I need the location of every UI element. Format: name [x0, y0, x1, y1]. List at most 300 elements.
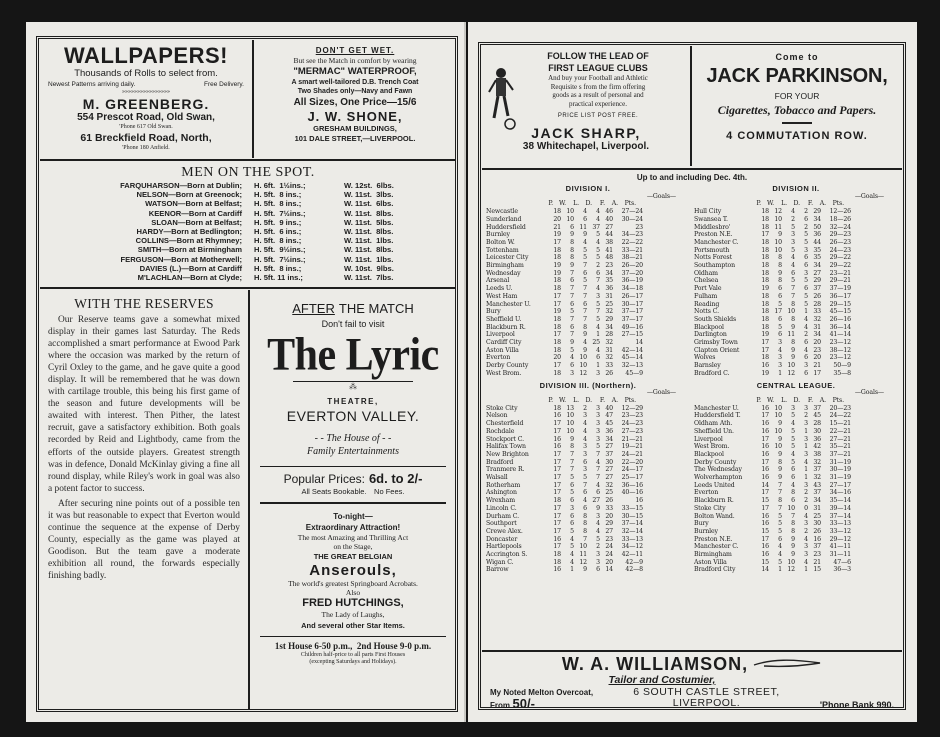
stat-cell: 3: [596, 420, 600, 428]
williamson-details: [490, 687, 894, 708]
stat-cell: 3: [583, 443, 587, 451]
col-header: Pts.: [832, 200, 844, 208]
col-header: Pts.: [624, 200, 636, 208]
table-row: [694, 482, 898, 490]
lyric-rule-4: [260, 636, 446, 637]
stat-cell: 8: [778, 277, 782, 285]
stat-cell: 5: [804, 277, 808, 285]
stat-cell: 6: [570, 481, 574, 489]
stat-cell: 17: [761, 504, 769, 512]
stat-cell: 16: [553, 566, 561, 574]
team-name: Everton: [694, 489, 719, 497]
stat-cell: 17: [774, 308, 782, 316]
player-name: SLOAN—Born at Belfast;: [151, 217, 242, 227]
stat-cell: 3: [804, 362, 808, 370]
lyric-children-2: (excepting Saturdays and Holidays).: [309, 658, 397, 665]
stat-cell: 6: [596, 566, 600, 574]
player-weight: W. 10st. 9lbs.: [344, 263, 394, 273]
wallpapers-subtitle: Thousands of Rolls to select from.: [74, 68, 218, 79]
team-name: West Ham: [486, 292, 518, 300]
team-name: Manchester U.: [486, 300, 531, 308]
shone-brand: "MERMAC" WATERPROOF,: [293, 66, 417, 77]
stat-cell: 36: [605, 427, 613, 435]
table-row: [486, 216, 690, 224]
williamson-city: LIVERPOOL.: [672, 697, 741, 708]
player-height: H. 5ft. 6 ins.;: [254, 227, 302, 237]
stat-cell: 36—17: [829, 292, 851, 300]
stat-cell: 37—20: [621, 269, 643, 277]
table-row: [486, 339, 690, 347]
stat-cell: 8: [791, 300, 795, 308]
team-name: Nelson: [486, 412, 508, 420]
stat-cell: 18: [553, 558, 561, 566]
stat-cell: 3: [596, 412, 600, 420]
stat-cell: 36: [813, 231, 821, 239]
goals-label: —Goals—: [646, 192, 676, 200]
stat-cell: 26: [813, 527, 821, 535]
stat-cell: 6: [570, 323, 574, 331]
stat-cell: 5: [570, 474, 574, 482]
lyric-theatre: THEATRE,: [327, 397, 379, 407]
stat-cell: 8: [583, 527, 587, 535]
table-row: [694, 497, 898, 505]
williamson-trade: Tailor and Costumier,: [608, 674, 716, 686]
stat-cell: 16: [553, 535, 561, 543]
table-row: [694, 224, 898, 232]
stat-cell: 7: [791, 512, 795, 520]
stat-cell: 1: [778, 369, 782, 377]
stat-cell: 15: [761, 527, 769, 535]
stat-cell: 5: [778, 512, 782, 520]
player-name: M'LACHLAN—Born at Clyde;: [137, 273, 242, 283]
player-weight: W. 12st. 6lbs.: [344, 181, 394, 190]
table-row: [694, 489, 898, 497]
stat-cell: 18: [553, 497, 561, 505]
stat-cell: 26—16: [829, 315, 851, 323]
stat-cell: 7: [596, 308, 600, 316]
col-header: L.: [781, 200, 787, 208]
stat-cell: 3: [570, 504, 574, 512]
stat-cell: 4: [596, 215, 600, 223]
table-row: [694, 239, 898, 247]
stat-cell: 5: [596, 535, 600, 543]
stat-cell: 7: [596, 277, 600, 285]
stat-cell: 41: [605, 246, 613, 254]
team-name: Crewe Alex.: [486, 527, 523, 535]
stat-cell: 10: [566, 427, 574, 435]
stat-cell: 20: [553, 215, 561, 223]
table-row: [694, 566, 898, 574]
table-row: [694, 231, 898, 239]
stat-cell: 10: [566, 208, 574, 216]
stat-cell: 22—22: [621, 238, 643, 246]
stat-cell: 17: [761, 346, 769, 354]
stat-cell: 30—24: [621, 215, 643, 223]
stat-cell: 8: [778, 254, 782, 262]
stat-cell: 15—21: [829, 420, 851, 428]
stat-cell: 18: [553, 246, 561, 254]
table-row: [486, 254, 690, 262]
table-row: [694, 316, 898, 324]
stat-cell: 4: [804, 512, 808, 520]
shone-name: J. W. SHONE,: [307, 109, 403, 124]
stat-cell: 18: [553, 277, 561, 285]
parkinson-for: FOR YOUR: [774, 91, 820, 101]
lyric-seats-line: [254, 487, 452, 497]
stat-cell: 2: [791, 215, 795, 223]
stat-cell: 4: [791, 481, 795, 489]
stat-cell: 32—13: [621, 362, 643, 370]
stat-cell: 9: [778, 466, 782, 474]
after-the-match: [254, 300, 452, 318]
stat-cell: 32: [813, 315, 821, 323]
greenberg-address-1: 554 Prescot Road, Old Swan,: [77, 112, 215, 123]
column-header-row: [694, 200, 898, 208]
stat-cell: 3: [804, 404, 808, 412]
stat-cell: 6: [570, 512, 574, 520]
team-name: Bury: [486, 308, 501, 316]
stat-cell: 35—8: [833, 369, 851, 377]
williamson-ad: [482, 652, 902, 708]
stat-cell: 4: [570, 354, 574, 362]
stat-cell: 22—20: [621, 458, 643, 466]
team-name: Accrington S.: [486, 551, 528, 559]
stat-cell: 6: [583, 300, 587, 308]
stat-cell: 17: [553, 512, 561, 520]
table-row: [694, 459, 898, 467]
stat-cell: 4: [596, 208, 600, 216]
stat-cell: 21: [813, 362, 821, 370]
stat-cell: 10: [774, 238, 782, 246]
stat-cell: 8: [791, 489, 795, 497]
table-row: [486, 466, 690, 474]
player-name: HARDY—Born at Bedlington;: [136, 227, 242, 237]
stat-cell: 9: [583, 331, 587, 339]
stat-cell: 3: [804, 420, 808, 428]
stat-cell: 11: [579, 223, 587, 231]
stat-cell: 27—21: [829, 435, 851, 443]
team-name: Doncaster: [486, 535, 518, 543]
table-row: [694, 405, 898, 413]
stat-cell: 36—14: [829, 323, 851, 331]
stat-cell: 7: [570, 269, 574, 277]
stat-cell: 11: [774, 223, 782, 231]
stat-cell: 4: [804, 346, 808, 354]
stat-cell: 3: [804, 551, 808, 559]
team-name: Birmingham: [486, 262, 524, 270]
stat-cell: 5: [804, 231, 808, 239]
stat-cell: 4: [804, 558, 808, 566]
stat-cell: 7: [583, 308, 587, 316]
stat-cell: 6: [778, 315, 782, 323]
stat-cell: 14: [635, 339, 643, 347]
stat-cell: 7: [583, 481, 587, 489]
stat-cell: 5: [778, 300, 782, 308]
stat-cell: 5: [778, 520, 782, 528]
stat-cell: 18: [553, 404, 561, 412]
col-header: D.: [585, 396, 592, 404]
williamson-price: 50/-: [512, 696, 535, 708]
table-row: [486, 224, 690, 232]
stat-cell: 32: [605, 354, 613, 362]
stat-cell: 38: [605, 238, 613, 246]
shone-ad: [254, 40, 456, 158]
stat-cell: 4: [583, 238, 587, 246]
stat-cell: 17: [553, 458, 561, 466]
stat-cell: 6: [791, 497, 795, 505]
table-row: [486, 497, 690, 505]
stat-cell: 4: [570, 551, 574, 559]
stat-cell: 9: [791, 551, 795, 559]
stat-cell: 30: [813, 427, 821, 435]
stat-cell: 5: [791, 427, 795, 435]
table-row: [486, 354, 690, 362]
stat-cell: 33: [605, 504, 613, 512]
greenberg-phone-2: 'Phone 180 Anfield.: [122, 145, 170, 151]
stat-cell: 8: [791, 520, 795, 528]
stat-cell: 3: [778, 362, 782, 370]
stat-cell: 6: [583, 504, 587, 512]
table-row: [694, 420, 898, 428]
stat-cell: 18: [761, 269, 769, 277]
stat-cell: 34: [605, 435, 613, 443]
stat-cell: 2: [804, 223, 808, 231]
stat-cell: 17: [553, 300, 561, 308]
player-row: [98, 209, 448, 218]
stat-cell: 5: [583, 246, 587, 254]
stat-cell: 1: [804, 308, 808, 316]
lyric-seats: All Seats Bookable.: [301, 487, 367, 497]
stat-cell: 4: [596, 346, 600, 354]
table-row: [486, 331, 690, 339]
player-row: [98, 264, 448, 273]
goals-header: [694, 389, 898, 397]
stat-cell: 7: [596, 450, 600, 458]
stat-cell: 6: [570, 300, 574, 308]
team-name: Tottenham: [486, 246, 519, 254]
stat-cell: 38—12: [829, 346, 851, 354]
team-name: Grimsby Town: [694, 339, 738, 347]
stat-cell: 18—26: [829, 215, 851, 223]
stat-cell: 6: [570, 497, 574, 505]
stat-cell: 3: [804, 246, 808, 254]
col-header: F.: [807, 396, 813, 404]
stat-cell: 41—14: [829, 331, 851, 339]
stat-cell: 37—14: [829, 512, 851, 520]
table-row: [694, 412, 898, 420]
stat-cell: 18: [553, 285, 561, 293]
stat-cell: 5: [791, 277, 795, 285]
stat-cell: 4: [583, 208, 587, 216]
stat-cell: 7: [570, 315, 574, 323]
stat-cell: 16: [761, 551, 769, 559]
stat-cell: 25: [813, 512, 821, 520]
stat-cell: 8: [583, 512, 587, 520]
table-row: [486, 324, 690, 332]
stat-cell: 33—13: [829, 520, 851, 528]
team-name: Liverpool: [486, 331, 515, 339]
stat-cell: 3: [778, 354, 782, 362]
stat-cell: 42—8: [625, 566, 643, 574]
player-height: H. 5ft. 8 ins.;: [254, 190, 302, 200]
stat-cell: 4: [596, 458, 600, 466]
team-name: Rochdale: [486, 427, 515, 435]
stat-cell: 2: [804, 331, 808, 339]
prices-value: 6d. to 2/-: [368, 471, 423, 487]
col-header: P.: [756, 200, 761, 208]
lyric-house-2: Family Entertainments: [307, 446, 399, 458]
stat-cell: 42—11: [621, 551, 643, 559]
lyric-name: The Lyric: [267, 329, 439, 381]
stat-cell: 5: [791, 223, 795, 231]
lyric-houses: [254, 641, 452, 652]
stat-cell: 7: [583, 285, 587, 293]
stat-cell: 7: [583, 292, 587, 300]
parkinson-address: 4 COMMUTATION ROW.: [726, 130, 868, 142]
team-name: Hull City: [694, 208, 722, 216]
stat-cell: 33—13: [621, 535, 643, 543]
team-name: Bradford: [486, 458, 514, 466]
lyric-the-match: THE MATCH: [338, 301, 414, 316]
sharp-line-6: practical experience.: [569, 99, 627, 108]
team-name: Huddersfield: [486, 223, 526, 231]
column-header-row: [486, 200, 690, 208]
lyric-visit: Don't fail to visit: [321, 319, 385, 329]
stat-cell: 10: [566, 412, 574, 420]
stat-cell: 10: [774, 427, 782, 435]
table-row: [486, 536, 690, 544]
lyric-extra: Extraordinary Attraction!: [305, 522, 401, 532]
stat-cell: 35: [605, 277, 613, 285]
shone-address: 101 DALE STREET,—LIVERPOOL.: [294, 134, 416, 143]
stat-cell: 10: [774, 443, 782, 451]
table-row: [486, 528, 690, 536]
stat-cell: 7: [570, 292, 574, 300]
table-row: [694, 285, 898, 293]
table-row: [486, 489, 690, 497]
team-name: Leeds U.: [486, 285, 513, 293]
stat-cell: 31: [605, 346, 613, 354]
footballer-icon: [486, 66, 516, 136]
sharp-text: [510, 50, 686, 121]
table-row: [694, 308, 898, 316]
team-name: Everton: [486, 354, 511, 362]
stat-cell: 8: [570, 246, 574, 254]
stat-cell: 27: [813, 269, 821, 277]
stat-cell: 5: [570, 489, 574, 497]
player-weight: W. 11st. 8lbs.: [344, 208, 394, 218]
stat-cell: 21—21: [621, 435, 643, 443]
stat-cell: 24—21: [621, 450, 643, 458]
stat-cell: 3: [791, 231, 795, 239]
col-header: A.: [611, 396, 618, 404]
stat-cell: 30—17: [621, 300, 643, 308]
stat-cell: 5: [778, 527, 782, 535]
player-weight: W. 11st. 8lbs.: [344, 245, 394, 255]
stat-cell: 24—17: [621, 466, 643, 474]
stat-cell: 7: [570, 466, 574, 474]
team-name: Notts Forest: [694, 254, 733, 262]
stat-cell: 45—15: [829, 308, 851, 316]
stat-cell: 27—23: [621, 427, 643, 435]
stat-cell: 5: [570, 346, 574, 354]
stat-cell: 17: [553, 420, 561, 428]
stat-cell: 6: [804, 369, 808, 377]
stat-cell: 23—23: [621, 412, 643, 420]
team-name: Swansea T.: [694, 215, 728, 223]
stat-cell: 18: [761, 208, 769, 216]
stat-cell: 16: [761, 420, 769, 428]
stat-cell: 7: [570, 458, 574, 466]
col-header: L.: [781, 396, 787, 404]
stat-cell: 4: [583, 420, 587, 428]
stat-cell: 49—16: [621, 323, 643, 331]
lyric-rule-3: [260, 502, 446, 503]
lyric-fees: No Fees.: [374, 487, 405, 497]
stat-cell: 48: [605, 254, 613, 262]
team-name: West Brom.: [486, 369, 522, 377]
stat-cell: 6: [778, 331, 782, 339]
tables-top-row: [486, 185, 898, 378]
table-row: [486, 412, 690, 420]
player-name: DAVIES (L.)—Born at Cardiff: [139, 263, 242, 273]
stat-cell: 35—21: [829, 443, 851, 451]
col-header: F.: [599, 396, 605, 404]
player-row: [98, 181, 448, 190]
stat-cell: 18: [553, 254, 561, 262]
stat-cell: 8: [791, 339, 795, 347]
team-name: Wrexham: [486, 497, 516, 505]
stat-cell: 4: [596, 285, 600, 293]
table-row: [486, 208, 690, 216]
stat-cell: 20—23: [829, 404, 851, 412]
table-row: [486, 362, 690, 370]
stat-cell: 3: [583, 412, 587, 420]
spot-title: MEN ON THE SPOT.: [181, 165, 315, 180]
stat-cell: 27: [605, 443, 613, 451]
stat-cell: 18: [553, 346, 561, 354]
flourish-icon: [752, 657, 822, 671]
stat-cell: 2: [596, 262, 600, 270]
sharp-name: JACK SHARP,: [531, 125, 641, 141]
stat-cell: 38—21: [621, 254, 643, 262]
stat-cell: 18: [553, 369, 561, 377]
tables-header: Up to and including Dec. 4th.: [636, 173, 748, 182]
stat-cell: 4: [583, 339, 587, 347]
team-name: Derby County: [694, 458, 737, 466]
table-row: [694, 293, 898, 301]
stat-cell: 37: [813, 404, 821, 412]
sharp-line-5: goods as a result of personal and: [552, 91, 644, 99]
parkinson-rule: [782, 122, 812, 124]
stat-cell: 26: [605, 497, 613, 505]
stat-cell: 10: [787, 558, 795, 566]
lyric-belgian: THE GREAT BELGIAN: [313, 551, 393, 561]
stat-cell: 21: [553, 223, 561, 231]
stat-cell: 5: [804, 292, 808, 300]
team-col-header: [486, 200, 544, 208]
stat-cell: 18: [761, 223, 769, 231]
team-name: Fulham: [694, 292, 718, 300]
stat-cell: 26—23: [829, 238, 851, 246]
stat-cell: 37—21: [829, 450, 851, 458]
stat-cell: 40: [605, 215, 613, 223]
team-name: Walsall: [486, 474, 508, 482]
stat-cell: 5: [596, 231, 600, 239]
stat-cell: 5: [791, 246, 795, 254]
stat-cell: 18: [761, 315, 769, 323]
player-height: H. 5ft. 9 ins.;: [254, 217, 302, 227]
